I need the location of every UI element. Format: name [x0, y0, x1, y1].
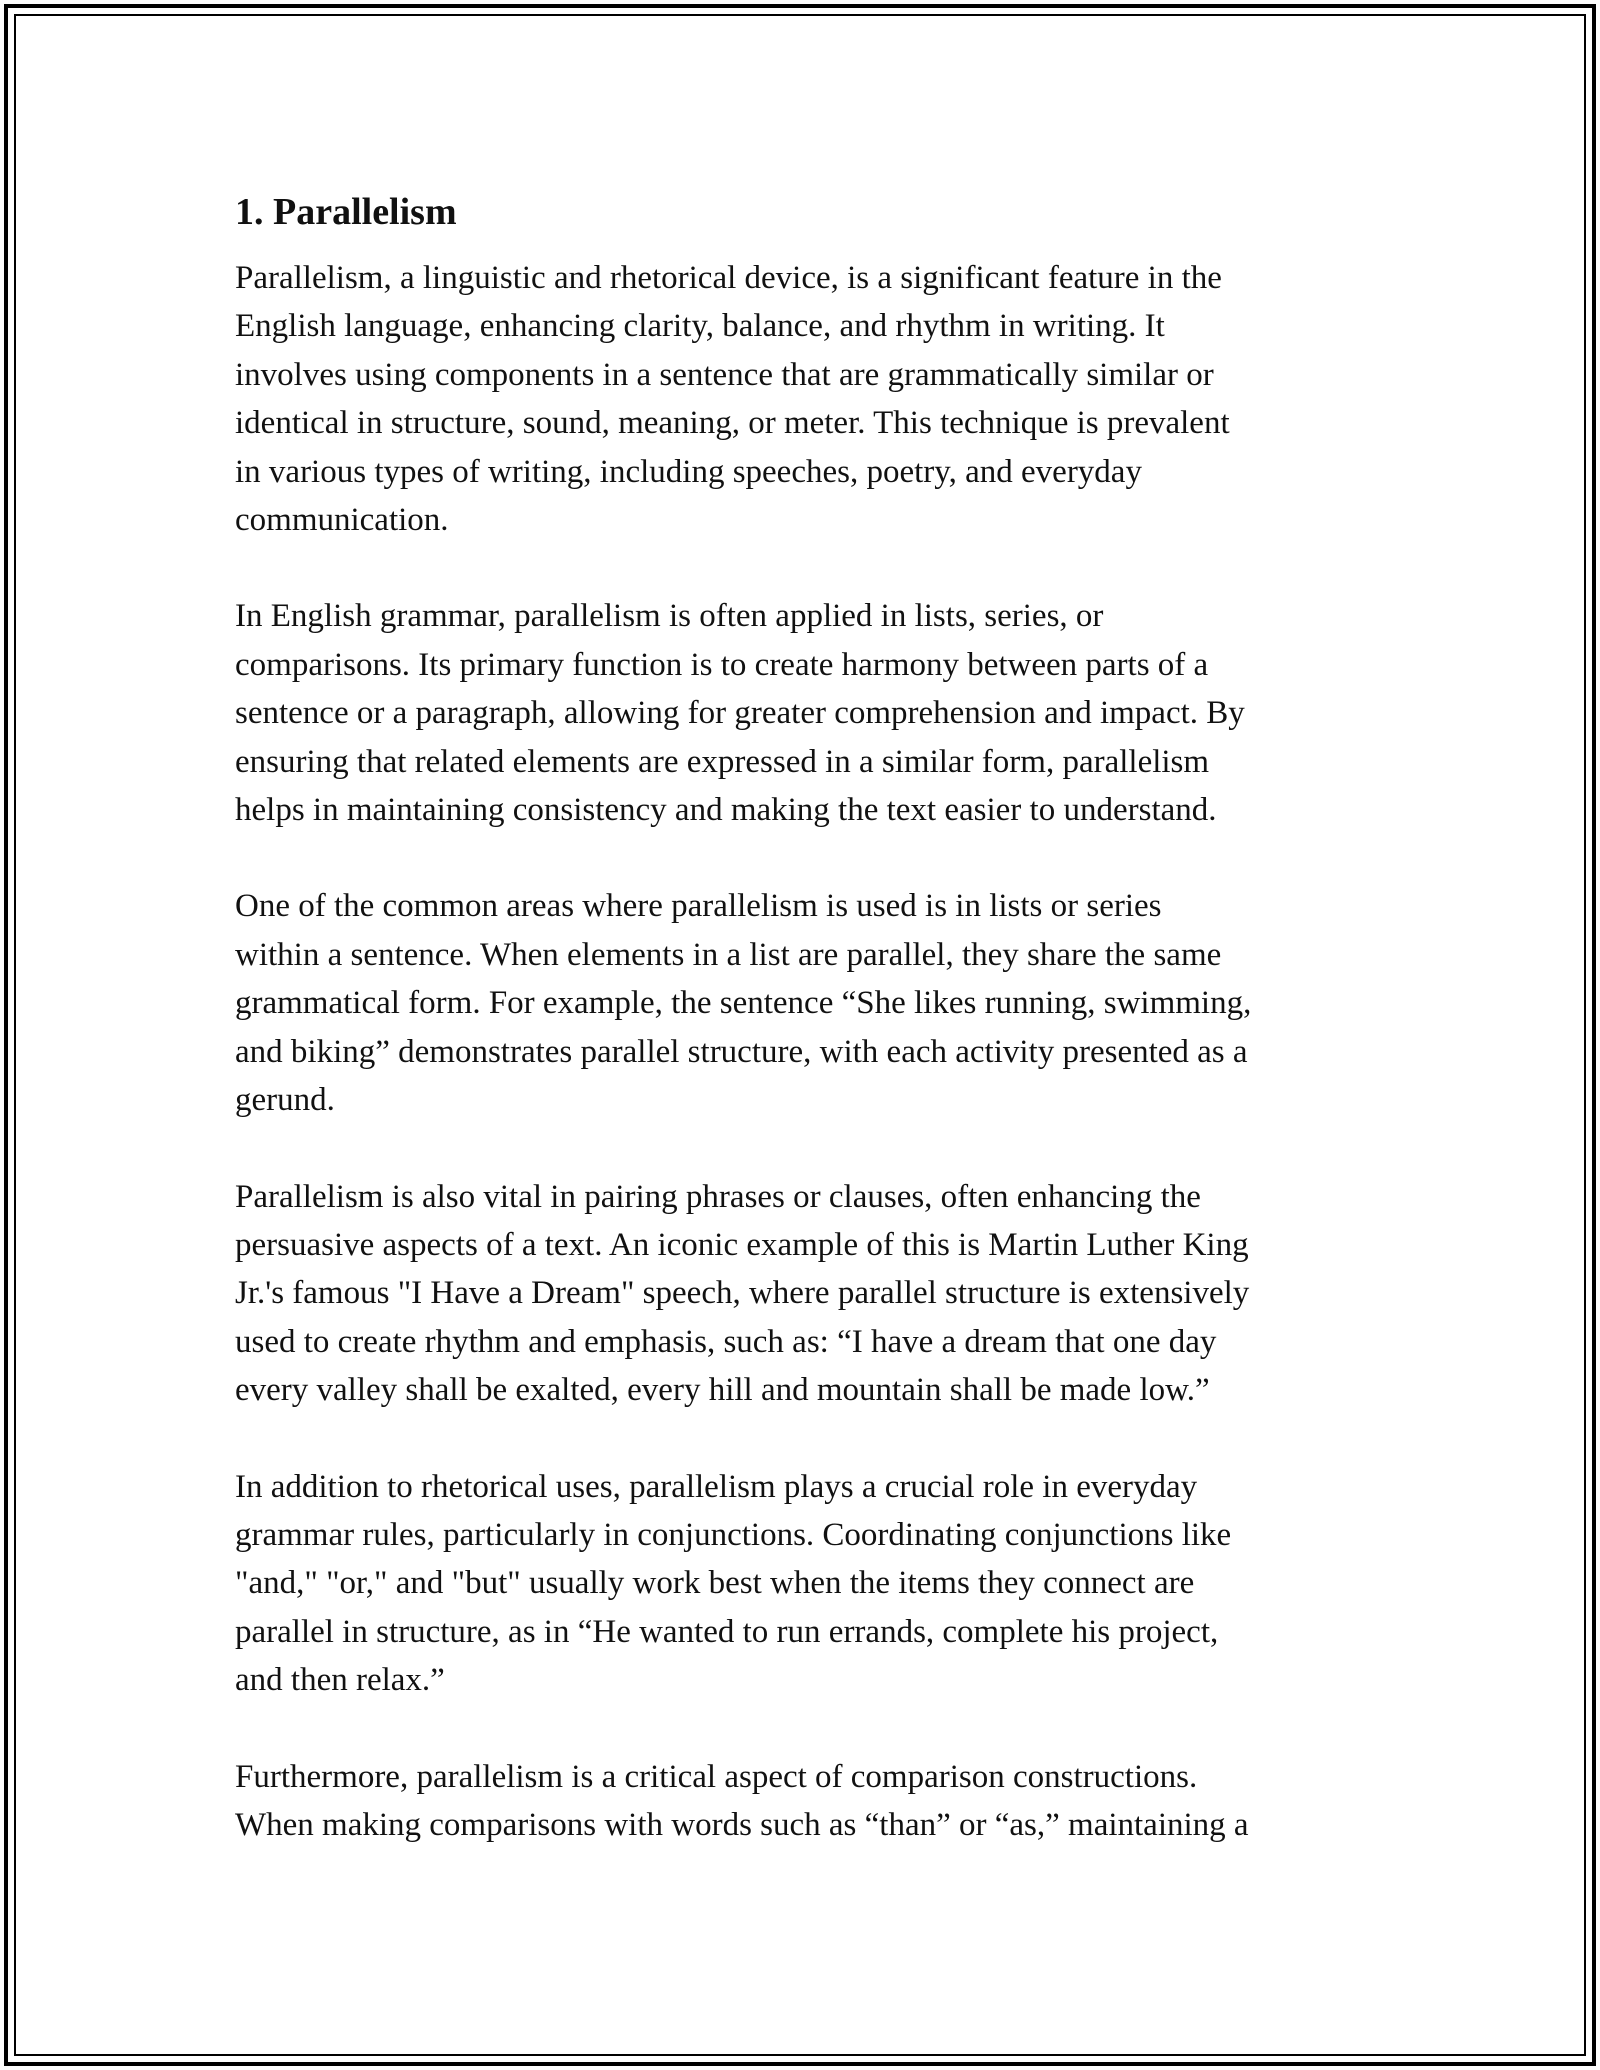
text-line: and then relax.”: [235, 1662, 445, 1699]
text-line: In addition to rhetorical uses, parallelism plays a crucial role in everyday: [235, 1468, 1198, 1505]
text-line: involves using components in a sentence that are grammatically similar or: [235, 356, 1214, 393]
text-line: identical in structure, sound, meaning, or meter. This technique is prevalent: [235, 405, 1230, 442]
text-line: communication.: [235, 502, 449, 539]
text-line: English language, enhancing clarity, balance, and rhythm in writing. It: [235, 308, 1165, 345]
text-line: Furthermore, parallelism is a critical aspect of comparison constructions.: [235, 1758, 1198, 1795]
text-line: One of the common areas where parallelism is used is in lists or series: [235, 888, 1162, 925]
text-line: Jr.'s famous "I Have a Dream" speech, where parallel structure is extensively: [235, 1275, 1250, 1312]
text-line: grammatical form. For example, the sentence “She likes running, swimming,: [235, 985, 1252, 1022]
text-line: parallel in structure, as in “He wanted to run errands, complete his project,: [235, 1613, 1219, 1650]
text-line: helps in maintaining consistency and making the text easier to understand.: [235, 792, 1217, 829]
text-line: comparisons. Its primary function is to create harmony between parts of a: [235, 646, 1209, 683]
text-line: persuasive aspects of a text. An iconic example of this is Martin Luther King: [235, 1226, 1249, 1263]
text-line: gerund.: [235, 1082, 335, 1119]
paragraph-4: [235, 1173, 1385, 1415]
text-line: and biking” demonstrates parallel structure, with each activity presented as a: [235, 1033, 1248, 1070]
text-line: When making comparisons with words such as “than” or “as,” maintaining a: [235, 1806, 1249, 1843]
text-line: Parallelism is also vital in pairing phrases or clauses, often enhancing the: [235, 1178, 1201, 1215]
paragraph-2: [235, 592, 1385, 834]
text-line: sentence or a paragraph, allowing for greater comprehension and impact. By: [235, 695, 1245, 732]
paragraph-6: [235, 1753, 1385, 1850]
document-body: [235, 186, 1385, 1897]
text-line: within a sentence. When elements in a list are parallel, they share the same: [235, 936, 1222, 973]
paragraph-1: [235, 254, 1385, 544]
paragraph-3: [235, 882, 1385, 1124]
text-line: grammar rules, particularly in conjunctions. Coordinating conjunctions like: [235, 1516, 1232, 1553]
text-line: every valley shall be exalted, every hill and mountain shall be made low.”: [235, 1372, 1210, 1409]
text-line: used to create rhythm and emphasis, such as: “I have a dream that one day: [235, 1323, 1217, 1360]
text-line: ensuring that related elements are expressed in a similar form, parallelism: [235, 743, 1210, 780]
text-line: in various types of writing, including speeches, poetry, and everyday: [235, 453, 1142, 490]
section-heading: 1. Parallelism: [235, 191, 457, 233]
text-line: Parallelism, a linguistic and rhetorical device, is a significant feature in the: [235, 260, 1222, 296]
text-line: In English grammar, parallelism is often applied in lists, series, or: [235, 598, 1104, 635]
text-line: "and," "or," and "but" usually work best when the items they connect are: [235, 1565, 1195, 1602]
paragraph-5: [235, 1463, 1385, 1705]
